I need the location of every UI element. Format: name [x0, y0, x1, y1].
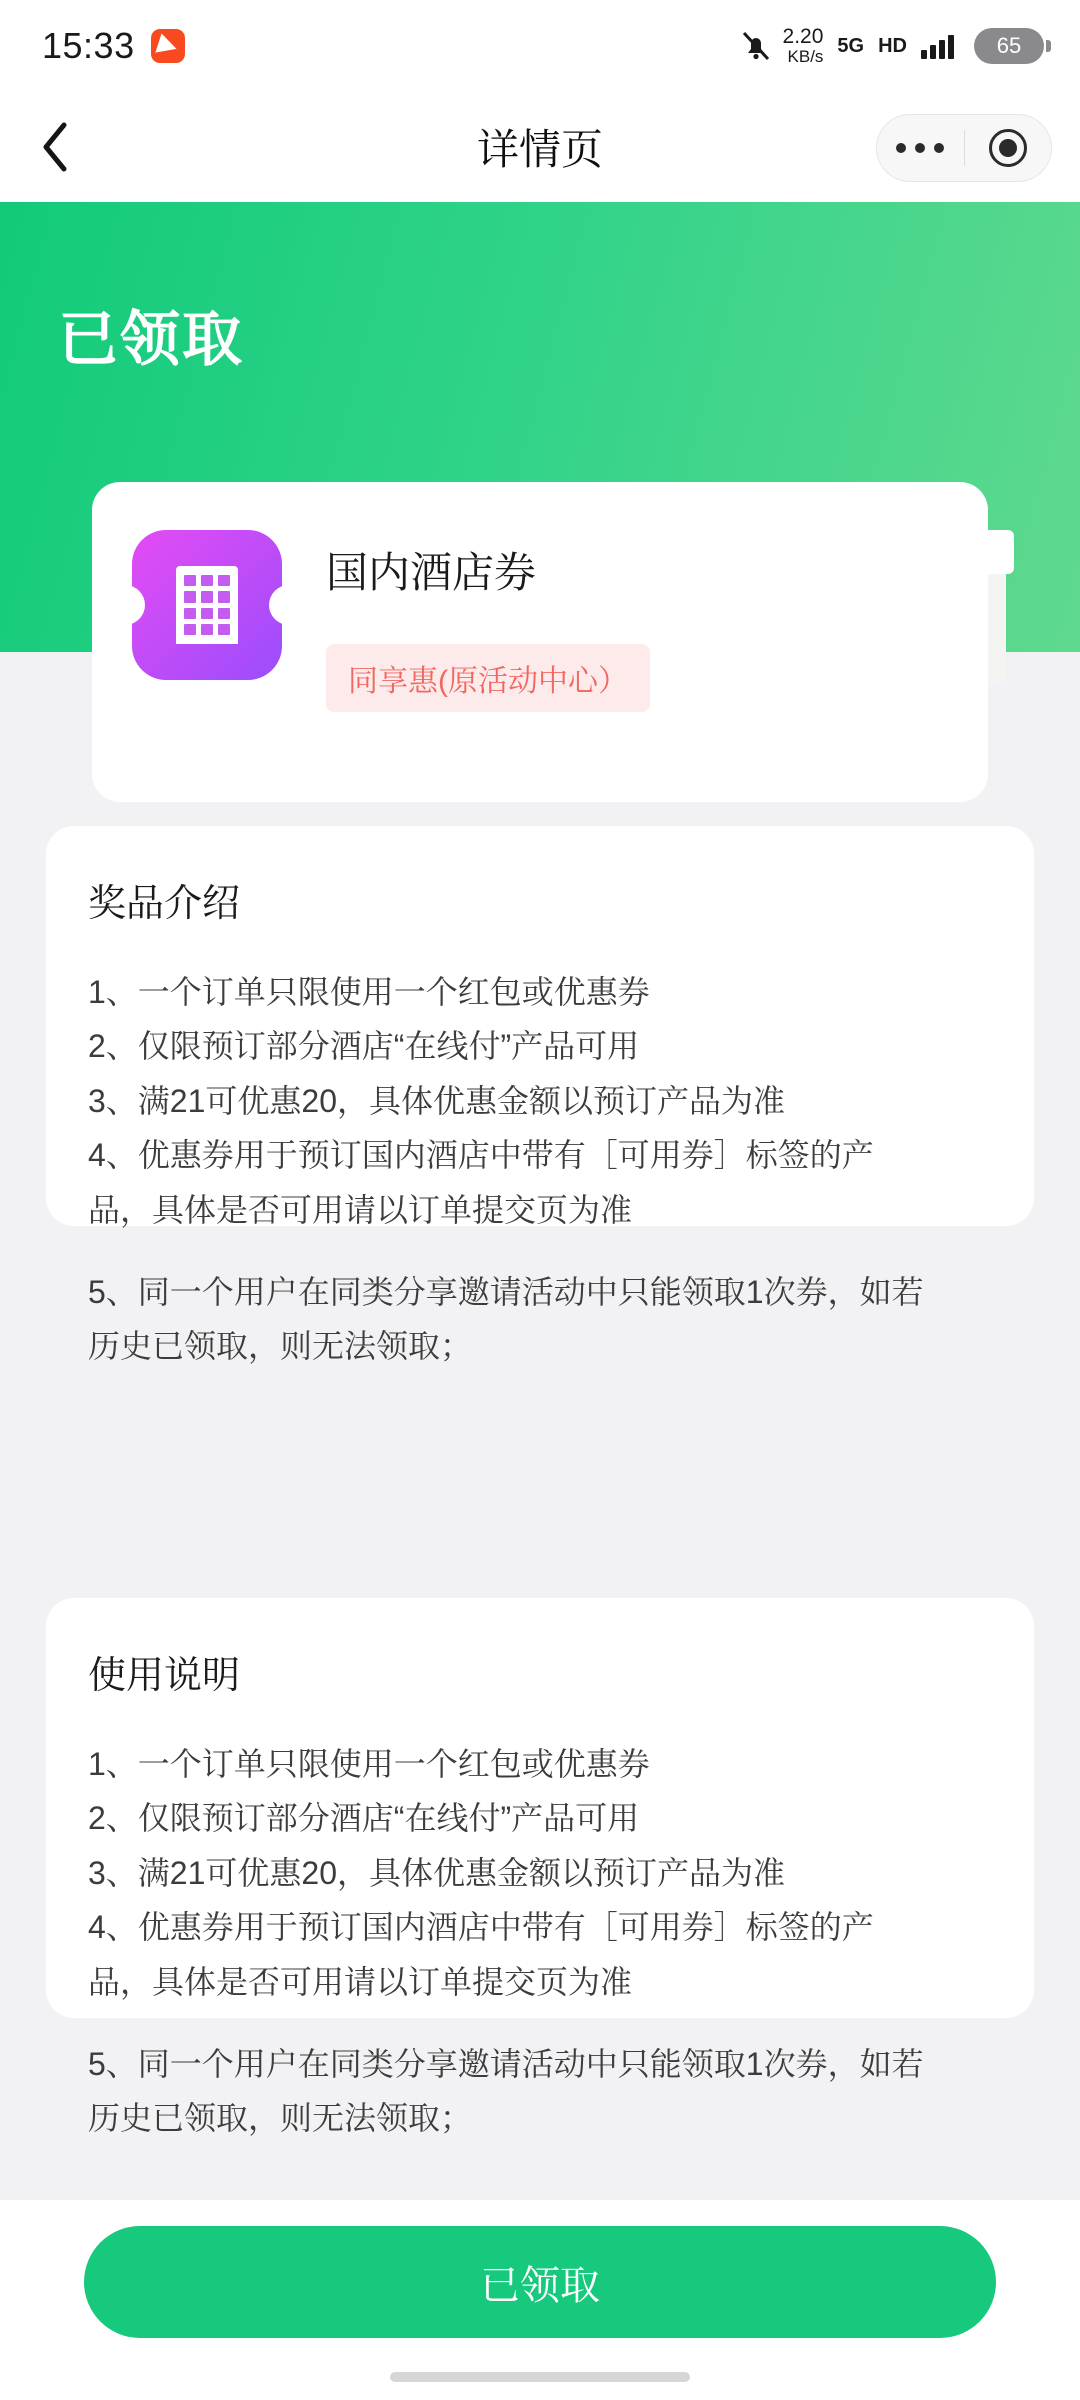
prize-section — [46, 826, 1034, 1365]
usage-line: 4、优惠券用于预订国内酒店中带有［可用券］标签的产 — [88, 1909, 874, 1946]
network-type — [837, 36, 864, 57]
usage-section-body — [88, 1741, 992, 2142]
battery-level: 65 — [996, 33, 1022, 58]
usage-line: 3、满21可优惠20，具体优惠金额以预订产品为准 — [88, 1854, 785, 1891]
prize-line: 2、仅限预订部分酒店“在线付”产品可用 — [88, 1028, 640, 1065]
hero-title: 已领取 — [58, 306, 244, 373]
more-dots-icon[interactable] — [877, 143, 964, 153]
coupon-tag: 同享惠(原活动中心） — [326, 644, 650, 712]
network-speed — [783, 26, 824, 66]
status-time: 15:33 — [42, 25, 135, 66]
battery-indicator — [974, 28, 1044, 64]
prize-section-body — [88, 969, 992, 1370]
page-title: 详情页 — [476, 126, 603, 173]
prize-line: 1、一个订单只限使用一个红包或优惠券 — [88, 974, 650, 1010]
usage-line: 品，具体是否可用请以订单提交页为准 — [88, 1963, 633, 2000]
status-bar — [0, 0, 1080, 92]
prize-line: 历史已领取，则无法领取； — [88, 1328, 473, 1365]
hd-label: HD — [878, 34, 907, 57]
hotel-building-icon — [132, 530, 282, 680]
usage-line: 历史已领取，则无法领取； — [88, 2100, 473, 2137]
coupon-name: 国内酒店券 — [326, 549, 537, 596]
coupon-card — [92, 482, 988, 802]
back-button[interactable] — [0, 92, 110, 202]
app-badge-icon — [151, 29, 185, 63]
mini-program-capsule — [876, 114, 1052, 182]
usage-section — [46, 1598, 1034, 2137]
prize-line: 3、满21可优惠20，具体优惠金额以预订产品为准 — [88, 1082, 785, 1119]
prize-section-title: 奖品介绍 — [88, 883, 241, 925]
claim-button[interactable]: 已领取 — [84, 2226, 996, 2338]
network-type-label: 5G — [837, 34, 865, 57]
network-speed-value: 2.20 — [782, 25, 824, 49]
usage-line: 2、仅限预订部分酒店“在线付”产品可用 — [88, 1800, 640, 1837]
bottom-bar — [0, 2200, 1080, 2400]
prize-line: 5、同一个用户在同类分享邀请活动中只能领取1次券，如若 — [88, 1273, 924, 1310]
home-indicator — [390, 2372, 690, 2382]
usage-section-title: 使用说明 — [88, 1655, 241, 1697]
prize-line: 4、优惠券用于预订国内酒店中带有［可用券］标签的产 — [88, 1137, 874, 1174]
status-right-cluster — [741, 0, 1044, 92]
back-chevron-icon — [40, 121, 70, 173]
usage-line: 5、同一个用户在同类分享邀请活动中只能领取1次券，如若 — [88, 2045, 924, 2082]
coupon-info — [326, 530, 650, 712]
bell-muted-icon — [741, 29, 771, 63]
usage-line: 1、一个订单只限使用一个红包或优惠券 — [88, 1746, 650, 1782]
signal-bars-icon — [921, 33, 954, 59]
prize-line: 品，具体是否可用请以订单提交页为准 — [88, 1191, 633, 1228]
target-circle-icon[interactable] — [965, 129, 1052, 167]
network-speed-unit: KB/s — [787, 47, 824, 67]
nav-bar — [0, 92, 1080, 202]
hd-indicator — [878, 36, 907, 57]
